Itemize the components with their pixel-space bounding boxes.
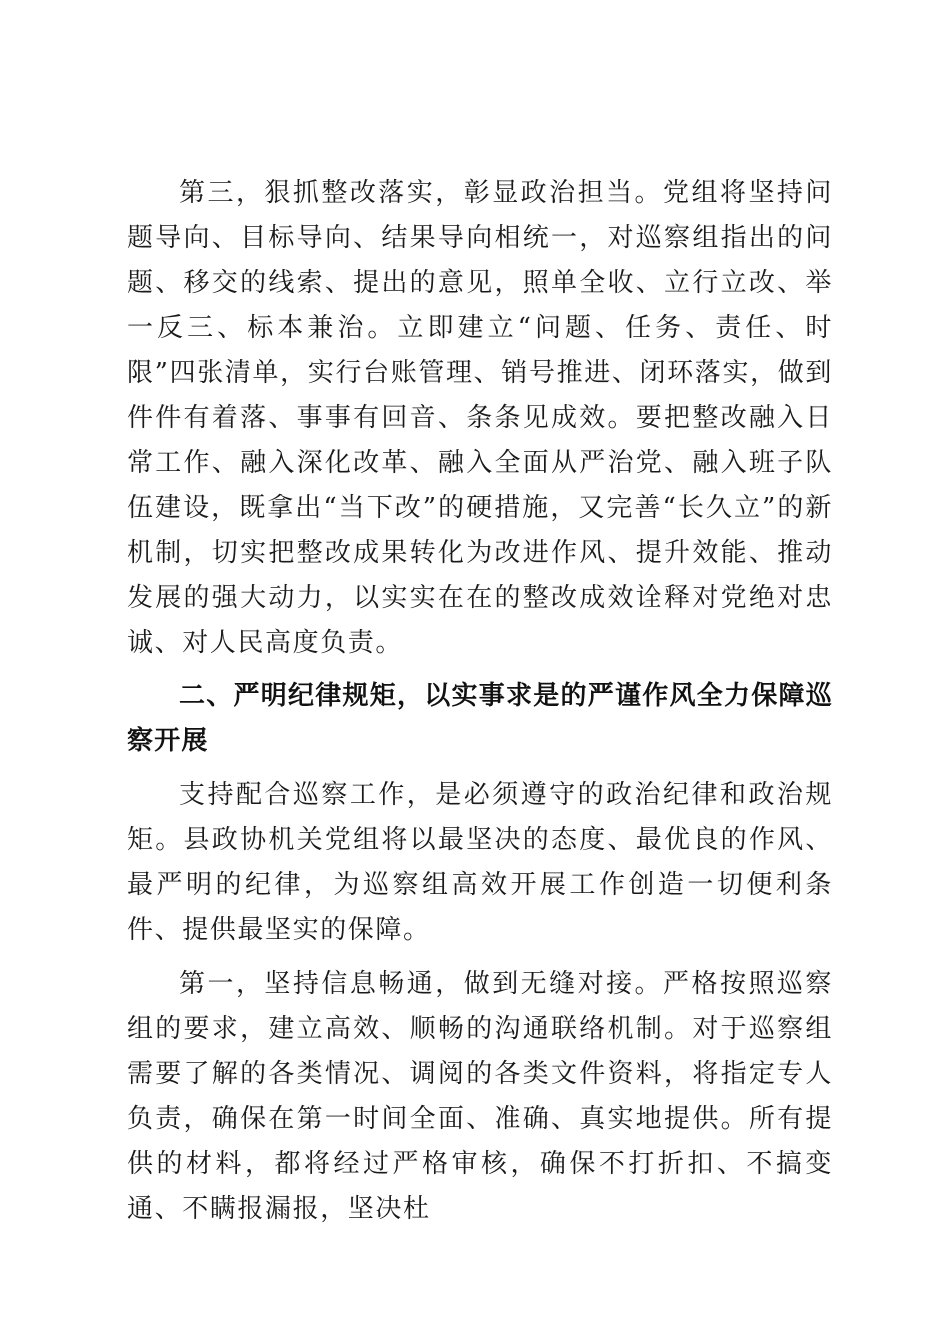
paragraph-first-point: 第一，坚持信息畅通，做到无缝对接。严格按照巡察组的要求，建立高效、顺畅的沟通联络机制。对于巡察组需要了解的各类情况、调阅的各类文件资料，将指定专人负责，确保在第一时间全面、准确、真实地提供。所有提供的材料，都将经过严格审核，确保不打折扣、不搞变通、不瞒报漏报，坚决杜 [127,969,833,1224]
paragraph-third-point: 第三，狠抓整改落实，彰显政治担当。党组将坚持问题导向、目标导向、结果导向相统一，对巡察组指出的问题、移交的线索、提出的意见，照单全收、立行立改、举一反三、标本兼治。立即建立“问题、任务、责任、时限”四张清单，实行台账管理、销号推进、闭环落实，做到件件有着落、事事有回音、条条见成效。要把整改融入日常工作、融入深化改革、融入全面从严治党、融入班子队伍建设，既拿出“当下改”的硬措施，又完善“长久立”的新机制，切实把整改成果转化为改进作风、提升效能、推动发展的强大动力，以实实在在的整改成效诠释对党绝对忠诚、对人民高度负责。 [127,178,833,658]
section-heading-two: 二、严明纪律规矩，以实事求是的严谨作风全力保障巡察开展 [127,681,833,756]
paragraph-spacer [127,666,833,674]
paragraph-support-inspection: 支持配合巡察工作，是必须遵守的政治纪律和政治规矩。县政协机关党组将以最坚决的态度、最优良的作风、最严明的纪律，为巡察组高效开展工作创造一切便利条件、提供最坚实的保障。 [127,780,833,945]
document-body [127,171,833,1232]
paragraph-spacer [127,953,833,962]
paragraph-spacer [127,764,833,773]
